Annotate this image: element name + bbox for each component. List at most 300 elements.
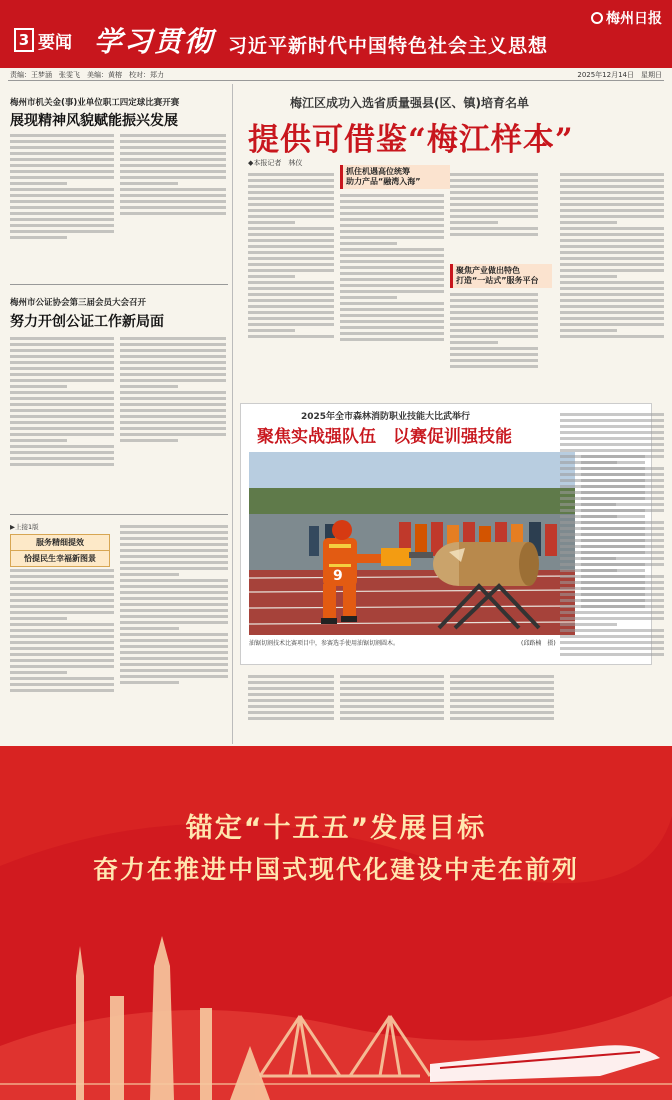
body-text-line xyxy=(450,687,554,690)
subhead2-line1: 聚焦产业做出特色 xyxy=(456,266,520,275)
body-text-line xyxy=(560,197,664,200)
body-text-line xyxy=(10,194,114,197)
body-text-line xyxy=(450,353,538,356)
main-body-col1 xyxy=(248,170,334,398)
body-text-line xyxy=(340,693,444,696)
body-text-line xyxy=(340,675,444,678)
body-text-line xyxy=(450,191,538,194)
body-text-line xyxy=(450,323,538,326)
body-text-line xyxy=(560,569,617,572)
body-text-line xyxy=(120,403,226,406)
body-text-line xyxy=(560,437,664,440)
body-text-line xyxy=(120,421,226,424)
article1-body-col2 xyxy=(120,131,226,249)
body-text-line xyxy=(120,361,226,364)
body-text-line xyxy=(248,209,334,212)
body-text-line xyxy=(10,647,114,650)
body-text-line xyxy=(560,209,664,212)
section-name: 要闻 xyxy=(38,33,72,53)
body-text-line xyxy=(450,221,498,224)
body-text-line xyxy=(340,212,444,215)
body-text-line xyxy=(120,603,228,606)
photo-credit: (邱路楠 摄) xyxy=(521,640,556,647)
body-text-line xyxy=(10,439,67,442)
body-text-line xyxy=(560,497,664,500)
slogan-banner xyxy=(0,746,672,1100)
body-text-line xyxy=(340,218,444,221)
body-text-line xyxy=(560,227,664,230)
body-text-line xyxy=(450,293,538,296)
body-text-line xyxy=(560,419,664,422)
article2-headline: 努力开创公证工作新局面 xyxy=(10,314,164,330)
body-text-line xyxy=(120,675,228,678)
body-text-line xyxy=(340,302,444,305)
body-text-line xyxy=(120,567,228,570)
body-text-line xyxy=(450,335,538,338)
main-subhead-1 xyxy=(340,165,450,189)
body-text-line xyxy=(10,134,114,137)
body-text-line xyxy=(10,236,67,239)
body-text-line xyxy=(10,385,67,388)
body-text-line xyxy=(120,134,226,137)
body-text-line xyxy=(248,257,334,260)
body-text-line xyxy=(120,645,228,648)
body-text-line xyxy=(560,263,664,266)
body-text-line xyxy=(120,391,226,394)
body-text-line xyxy=(560,317,664,320)
body-text-line xyxy=(560,467,664,470)
body-text-line xyxy=(120,609,228,612)
body-text-line xyxy=(560,299,664,302)
body-text-line xyxy=(10,164,114,167)
body-text-line xyxy=(560,461,617,464)
body-text-line xyxy=(248,245,334,248)
body-text-line xyxy=(120,146,226,149)
body-text-line xyxy=(10,451,114,454)
body-text-line xyxy=(248,179,334,182)
body-text-line xyxy=(120,669,228,672)
body-text-line xyxy=(560,311,664,314)
body-text-line xyxy=(10,433,114,436)
body-text-line xyxy=(10,349,114,352)
article1-headline: 展现精神风貌赋能振兴发展 xyxy=(10,113,178,129)
photo-caption: 油锯切割技术比赛项目中，参赛选手使用油锯切割圆木。 xyxy=(249,640,400,647)
body-text-line xyxy=(10,373,114,376)
main-body-col3a xyxy=(450,170,538,262)
body-text-line xyxy=(340,200,444,203)
body-text-line xyxy=(340,266,444,269)
body-text-line xyxy=(340,699,444,702)
body-text-line xyxy=(450,317,538,320)
body-text-line xyxy=(560,329,617,332)
body-text-line xyxy=(248,711,334,714)
body-text-line xyxy=(340,711,444,714)
body-text-line xyxy=(560,233,664,236)
body-text-line xyxy=(120,373,226,376)
body-text-line xyxy=(560,647,664,650)
body-text-line xyxy=(560,503,664,506)
body-text-line xyxy=(450,359,538,362)
body-text-line xyxy=(120,337,226,340)
body-text-line xyxy=(10,653,114,656)
body-text-line xyxy=(450,203,538,206)
body-text-line xyxy=(120,439,178,442)
body-text-line xyxy=(560,203,664,206)
article2-kicker: 梅州市公证协会第三届会员大会召开 xyxy=(10,298,147,308)
body-text-line xyxy=(10,617,67,620)
fire-body-col4 xyxy=(560,410,664,740)
body-text-line xyxy=(340,296,397,299)
body-text-line xyxy=(560,629,664,632)
body-text-line xyxy=(10,689,114,692)
main-headline: 提供可借鉴“梅江样本” xyxy=(248,122,574,158)
body-text-line xyxy=(560,455,664,458)
body-text-line xyxy=(248,687,334,690)
body-text-line xyxy=(248,317,334,320)
body-text-line xyxy=(10,200,114,203)
subhead2-line2: 打造“一站式”服务平台 xyxy=(456,276,539,285)
body-text-line xyxy=(450,311,538,314)
body-text-line xyxy=(120,194,226,197)
body-text-line xyxy=(450,693,554,696)
body-text-line xyxy=(340,681,444,684)
masthead xyxy=(0,0,672,68)
body-text-line xyxy=(120,561,228,564)
body-text-line xyxy=(340,314,444,317)
photo-illustration xyxy=(249,452,575,635)
body-text-line xyxy=(560,557,664,560)
body-text-line xyxy=(450,185,538,188)
body-text-line xyxy=(248,203,334,206)
body-text-line xyxy=(10,230,114,233)
body-text-line xyxy=(10,659,114,662)
body-text-line xyxy=(248,239,334,242)
body-text-line xyxy=(120,651,228,654)
body-text-line xyxy=(248,281,334,284)
body-text-line xyxy=(248,191,334,194)
body-text-line xyxy=(248,251,334,254)
body-text-line xyxy=(120,176,226,179)
column-calligraphy: 学习贯彻 xyxy=(94,25,215,58)
body-text-line xyxy=(560,443,664,446)
body-text-line xyxy=(450,365,538,368)
body-text-line xyxy=(248,185,334,188)
body-text-line xyxy=(560,551,664,554)
body-text-line xyxy=(10,158,114,161)
body-text-line xyxy=(120,621,228,624)
body-text-line xyxy=(340,224,444,227)
body-text-line xyxy=(560,449,664,452)
body-text-line xyxy=(248,263,334,266)
body-text-line xyxy=(120,206,226,209)
body-text-line xyxy=(248,311,334,314)
body-text-line xyxy=(450,299,538,302)
body-text-line xyxy=(560,413,664,416)
body-text-line xyxy=(248,269,334,272)
body-text-line xyxy=(248,227,334,230)
body-text-line xyxy=(560,575,664,578)
body-text-line xyxy=(560,641,664,644)
body-text-line xyxy=(340,272,444,275)
continued-article-box xyxy=(10,522,110,567)
body-text-line xyxy=(560,323,664,326)
body-text-line xyxy=(10,671,67,674)
body-text-line xyxy=(120,200,226,203)
body-text-line xyxy=(10,629,114,632)
column-theme: 习近平新时代中国特色社会主义思想 xyxy=(228,35,549,57)
fire-body-col1 xyxy=(248,672,334,740)
editors-line: 责编：王梦涵 张雯飞 美编：黄榕 校对：郑力 xyxy=(10,71,164,79)
body-text-line xyxy=(120,579,228,582)
body-text-line xyxy=(10,403,114,406)
article1-kicker: 梅州市机关金(事)业单位职工四定球比赛开赛 xyxy=(10,98,180,108)
body-text-line xyxy=(450,681,554,684)
body-text-line xyxy=(248,299,334,302)
body-text-line xyxy=(560,563,664,566)
body-text-line xyxy=(120,343,226,346)
body-text-line xyxy=(340,326,444,329)
fire-kicker: 2025年全市森林消防职业技能大比武举行 xyxy=(301,412,471,422)
body-text-line xyxy=(450,305,538,308)
body-text-line xyxy=(560,305,664,308)
column-divider xyxy=(232,84,233,744)
body-text-line xyxy=(120,349,226,352)
body-text-line xyxy=(120,140,226,143)
body-text-line xyxy=(10,611,114,614)
body-text-line xyxy=(120,555,228,558)
body-text-line xyxy=(560,539,664,542)
main-body-col4 xyxy=(560,170,664,398)
body-text-line xyxy=(560,293,664,296)
body-text-line xyxy=(10,463,114,466)
body-text-line xyxy=(340,308,444,311)
body-text-line xyxy=(10,343,114,346)
logo-icon xyxy=(591,12,603,24)
body-text-line xyxy=(450,341,498,344)
main-byline: ◆本报记者 林仪 xyxy=(248,159,303,167)
body-text-line xyxy=(10,182,67,185)
body-text-line xyxy=(10,409,114,412)
body-text-line xyxy=(10,140,114,143)
body-text-line xyxy=(10,635,114,638)
body-text-line xyxy=(120,633,228,636)
body-text-line xyxy=(10,146,114,149)
banner-line1: 锚定“十五五”发展目标 xyxy=(185,813,487,844)
body-text-line xyxy=(560,185,664,188)
body-text-line xyxy=(120,397,226,400)
body-text-line xyxy=(10,427,114,430)
body-text-line xyxy=(248,693,334,696)
body-text-line xyxy=(120,152,226,155)
body-text-line xyxy=(560,191,664,194)
top-divider xyxy=(8,80,664,81)
body-text-line xyxy=(340,242,397,245)
body-text-line xyxy=(120,188,226,191)
body-text-line xyxy=(10,212,114,215)
article-divider xyxy=(10,284,228,285)
body-text-line xyxy=(560,179,664,182)
body-text-line xyxy=(560,617,664,620)
body-text-line xyxy=(560,533,664,536)
body-text-line xyxy=(560,479,664,482)
body-text-line xyxy=(248,287,334,290)
body-text-line xyxy=(120,573,179,576)
dateline: 2025年12月14日 星期日 xyxy=(577,71,662,79)
body-text-line xyxy=(10,397,114,400)
body-text-line xyxy=(120,681,179,684)
body-text-line xyxy=(560,245,664,248)
body-text-line xyxy=(10,599,114,602)
body-text-line xyxy=(248,173,334,176)
body-text-line xyxy=(120,170,226,173)
body-text-line xyxy=(10,170,114,173)
body-text-line xyxy=(10,587,114,590)
body-text-line xyxy=(560,335,664,338)
body-text-line xyxy=(10,176,114,179)
body-text-line xyxy=(10,206,114,209)
body-text-line xyxy=(120,164,226,167)
body-text-line xyxy=(340,705,444,708)
body-text-line xyxy=(10,379,114,382)
newspaper-logo xyxy=(591,8,662,28)
body-text-line xyxy=(248,215,334,218)
body-text-line xyxy=(120,627,179,630)
body-text-line xyxy=(10,218,114,221)
body-text-line xyxy=(10,152,114,155)
body-text-line xyxy=(120,182,178,185)
body-text-line xyxy=(340,248,444,251)
body-text-line xyxy=(450,675,554,678)
body-text-line xyxy=(248,233,334,236)
continued-title-line1: 服务精细提效 xyxy=(10,534,110,551)
body-text-line xyxy=(10,593,114,596)
body-text-line xyxy=(340,194,444,197)
body-text-line xyxy=(248,705,334,708)
banner-decoration xyxy=(0,746,672,1100)
body-text-line xyxy=(120,639,228,642)
body-text-line xyxy=(560,431,664,434)
body-text-line xyxy=(248,275,295,278)
body-text-line xyxy=(120,549,228,552)
body-text-line xyxy=(120,591,228,594)
body-text-line xyxy=(120,537,228,540)
body-text-line xyxy=(10,188,114,191)
body-text-line xyxy=(560,281,664,284)
fire-headline: 聚焦实战强队伍 以赛促训强技能 xyxy=(257,427,512,447)
body-text-line xyxy=(10,337,114,340)
main-body-col2 xyxy=(340,191,444,398)
body-text-line xyxy=(560,221,617,224)
body-text-line xyxy=(560,173,664,176)
body-text-line xyxy=(560,425,664,428)
body-text-line xyxy=(450,699,554,702)
body-text-line xyxy=(10,361,114,364)
body-text-line xyxy=(560,287,664,290)
body-text-line xyxy=(10,391,114,394)
chainsaw xyxy=(381,548,411,566)
article1-body-col1 xyxy=(10,131,114,281)
body-text-line xyxy=(10,355,114,358)
body-text-line xyxy=(120,597,228,600)
body-text-line xyxy=(450,209,538,212)
body-text-line xyxy=(248,329,295,332)
body-text-line xyxy=(248,197,334,200)
body-text-line xyxy=(340,278,444,281)
body-text-line xyxy=(120,367,226,370)
body-text-line xyxy=(248,675,334,678)
body-text-line xyxy=(560,239,664,242)
body-text-line xyxy=(248,699,334,702)
body-text-line xyxy=(560,611,664,614)
body-text-line xyxy=(560,491,664,494)
chainsaw-competition-photo xyxy=(249,452,575,635)
body-text-line xyxy=(450,717,554,720)
body-text-line xyxy=(120,355,226,358)
body-text-line xyxy=(120,433,226,436)
body-text-line xyxy=(560,623,617,626)
body-text-line xyxy=(248,323,334,326)
body-text-line xyxy=(248,335,334,338)
body-text-line xyxy=(248,293,334,296)
body-text-line xyxy=(10,605,114,608)
tree-line xyxy=(249,488,575,518)
body-text-line xyxy=(120,379,226,382)
logo-text: 梅州日报 xyxy=(606,11,662,27)
page-number: 3 xyxy=(14,28,34,52)
body-text-line xyxy=(450,197,538,200)
body-text-line xyxy=(10,665,114,668)
continued-body-col2 xyxy=(120,522,228,738)
fire-body-col2 xyxy=(340,672,444,740)
body-text-line xyxy=(120,525,228,528)
body-text-line xyxy=(560,605,664,608)
body-text-line xyxy=(120,409,226,412)
body-text-line xyxy=(10,581,114,584)
article2-body-col2 xyxy=(120,334,226,484)
body-text-line xyxy=(340,236,444,239)
body-text-line xyxy=(450,329,538,332)
article-divider xyxy=(10,514,228,515)
banner-line2: 奋力在推进中国式现代化建设中走在前列 xyxy=(92,855,579,884)
body-text-line xyxy=(340,230,444,233)
body-text-line xyxy=(560,587,664,590)
main-kicker: 梅江区成功入选省质量强县(区、镇)培育名单 xyxy=(290,96,529,110)
body-text-line xyxy=(450,705,554,708)
subhead1-line2: 助力产品“融湾入海” xyxy=(346,177,421,186)
body-text-line xyxy=(340,260,444,263)
body-text-line xyxy=(560,545,664,548)
body-text-line xyxy=(248,305,334,308)
body-text-line xyxy=(340,284,444,287)
body-text-line xyxy=(450,215,538,218)
body-text-line xyxy=(120,663,228,666)
body-text-line xyxy=(10,569,114,572)
body-text-line xyxy=(248,221,295,224)
body-text-line xyxy=(560,473,664,476)
continued-title-line2: 恰提民生幸福新图景 xyxy=(10,551,110,567)
body-text-line xyxy=(120,585,228,588)
body-text-line xyxy=(450,347,538,350)
body-text-line xyxy=(560,653,664,656)
body-text-line xyxy=(10,575,114,578)
body-text-line xyxy=(120,385,178,388)
body-text-line xyxy=(10,683,114,686)
body-text-line xyxy=(340,332,444,335)
body-text-line xyxy=(450,227,538,230)
subhead1-line1: 抓住机遇高位统筹 xyxy=(346,167,410,176)
body-text-line xyxy=(340,687,444,690)
body-text-line xyxy=(120,543,228,546)
